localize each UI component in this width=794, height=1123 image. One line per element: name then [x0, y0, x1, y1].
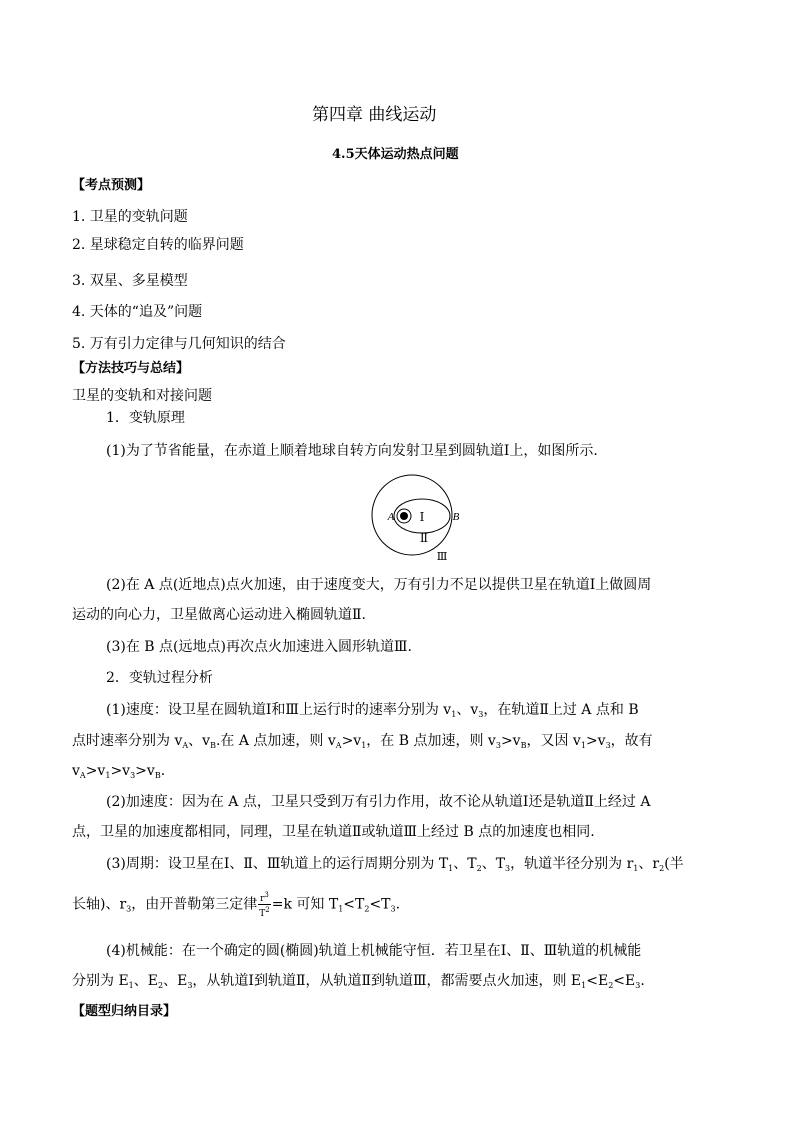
- energy-line-2: 分别为 $E_1$、$E_2$、$E_3$，从轨道Ⅰ到轨道Ⅱ，从轨道Ⅱ到轨道Ⅲ，都需要点火加速，则 $E_1<E_2<E_3$.: [72, 973, 645, 990]
- period-line-1: (3)周期：设卫星在Ⅰ、Ⅱ、Ⅲ轨道上的运行周期分别为 $T_1$、$T_2$、$T_3$，轨道半径分别为 $r_1$、$r_2$(半: [106, 856, 684, 873]
- section-title: 4.5天体运动热点问题: [332, 147, 459, 162]
- kaodian-item: 4. 天体的“追及”问题: [72, 304, 203, 320]
- kepler-fraction: $\frac{r^3}{T^2}$: [259, 891, 270, 919]
- paragraph-2-line-1: (2)在 A 点(近地点)点火加速，由于速度变大，万有引力不足以提供卫星在轨道Ⅰ上做圆周: [106, 577, 652, 593]
- label-iii: Ⅲ: [436, 551, 448, 562]
- section-1-title: 1．变轨原理: [106, 410, 185, 426]
- kaodian-item: 1. 卫星的变轨问题: [72, 209, 188, 225]
- kaodian-item: 2. 星球稳定自转的临界问题: [72, 237, 244, 253]
- kaodian-item: 5. 万有引力定律与几何知识的结合: [72, 336, 286, 352]
- speed-line-1: (1)速度：设卫星在圆轨道Ⅰ和Ⅲ上运行时的速率分别为 $v_1$、$v_3$，在轨道Ⅱ上过 A 点和 B: [106, 702, 639, 719]
- energy-line-1: (4)机械能：在一个确定的圆(椭圆)轨道上机械能守恒．若卫星在Ⅰ、Ⅱ、Ⅲ轨道的机械能: [106, 943, 642, 959]
- period-line-2: 长轴)、$r_3$，由开普勒第三定律 $\frac{r^3}{T^2}$ =k 可知 $T_1<T_2<T_3$.: [72, 891, 401, 919]
- orbit-iii-circle: [372, 475, 452, 555]
- label-b: B: [452, 511, 460, 523]
- topic-title: 卫星的变轨和对接问题: [72, 388, 212, 404]
- kaodian-item: 3. 双星、多星模型: [72, 273, 188, 289]
- paragraph-3: (3)在 B 点(远地点)再次点火加速进入圆形轨道Ⅲ.: [106, 639, 412, 655]
- label-i: Ⅰ: [419, 510, 425, 524]
- speed-line-3: $v_A>v_1>v_3>v_B$.: [72, 763, 166, 780]
- accel-line-2: 点，卫星的加速度都相同，同理，卫星在轨道Ⅱ或轨道Ⅲ上经过 B 点的加速度也相同.: [72, 824, 595, 840]
- kaodian-header: 【考点预测】: [72, 178, 151, 193]
- paragraph-1: (1)为了节省能量，在赤道上顺着地球自转方向发射卫星到圆轨道Ⅰ上，如图所示.: [106, 443, 598, 459]
- orbit-diagram: [360, 472, 470, 562]
- label-ii: Ⅱ: [419, 531, 429, 545]
- chapter-title: 第四章 曲线运动: [312, 105, 437, 125]
- section-2-title: 2．变轨过程分析: [106, 670, 213, 686]
- accel-line-1: (2)加速度：因为在 A 点，卫星只受到万有引力作用，故不论从轨道Ⅰ还是轨道Ⅱ上经过 A: [106, 794, 651, 810]
- paragraph-2-line-2: 运动的向心力，卫星做离心运动进入椭圆轨道Ⅱ.: [72, 607, 366, 623]
- label-a: A: [387, 511, 395, 523]
- speed-line-2: 点时速率分别为 $v_A$、$v_B$.在 A 点加速，则 $v_A>v_1$，在 B 点加速，则 $v_3>v_B$，又因 $v_1>v_3$，故有: [72, 733, 653, 750]
- method-header: 【方法技巧与总结】: [72, 361, 190, 376]
- earth-core: [400, 512, 408, 520]
- tixing-header: 【题型归纳目录】: [72, 1004, 177, 1019]
